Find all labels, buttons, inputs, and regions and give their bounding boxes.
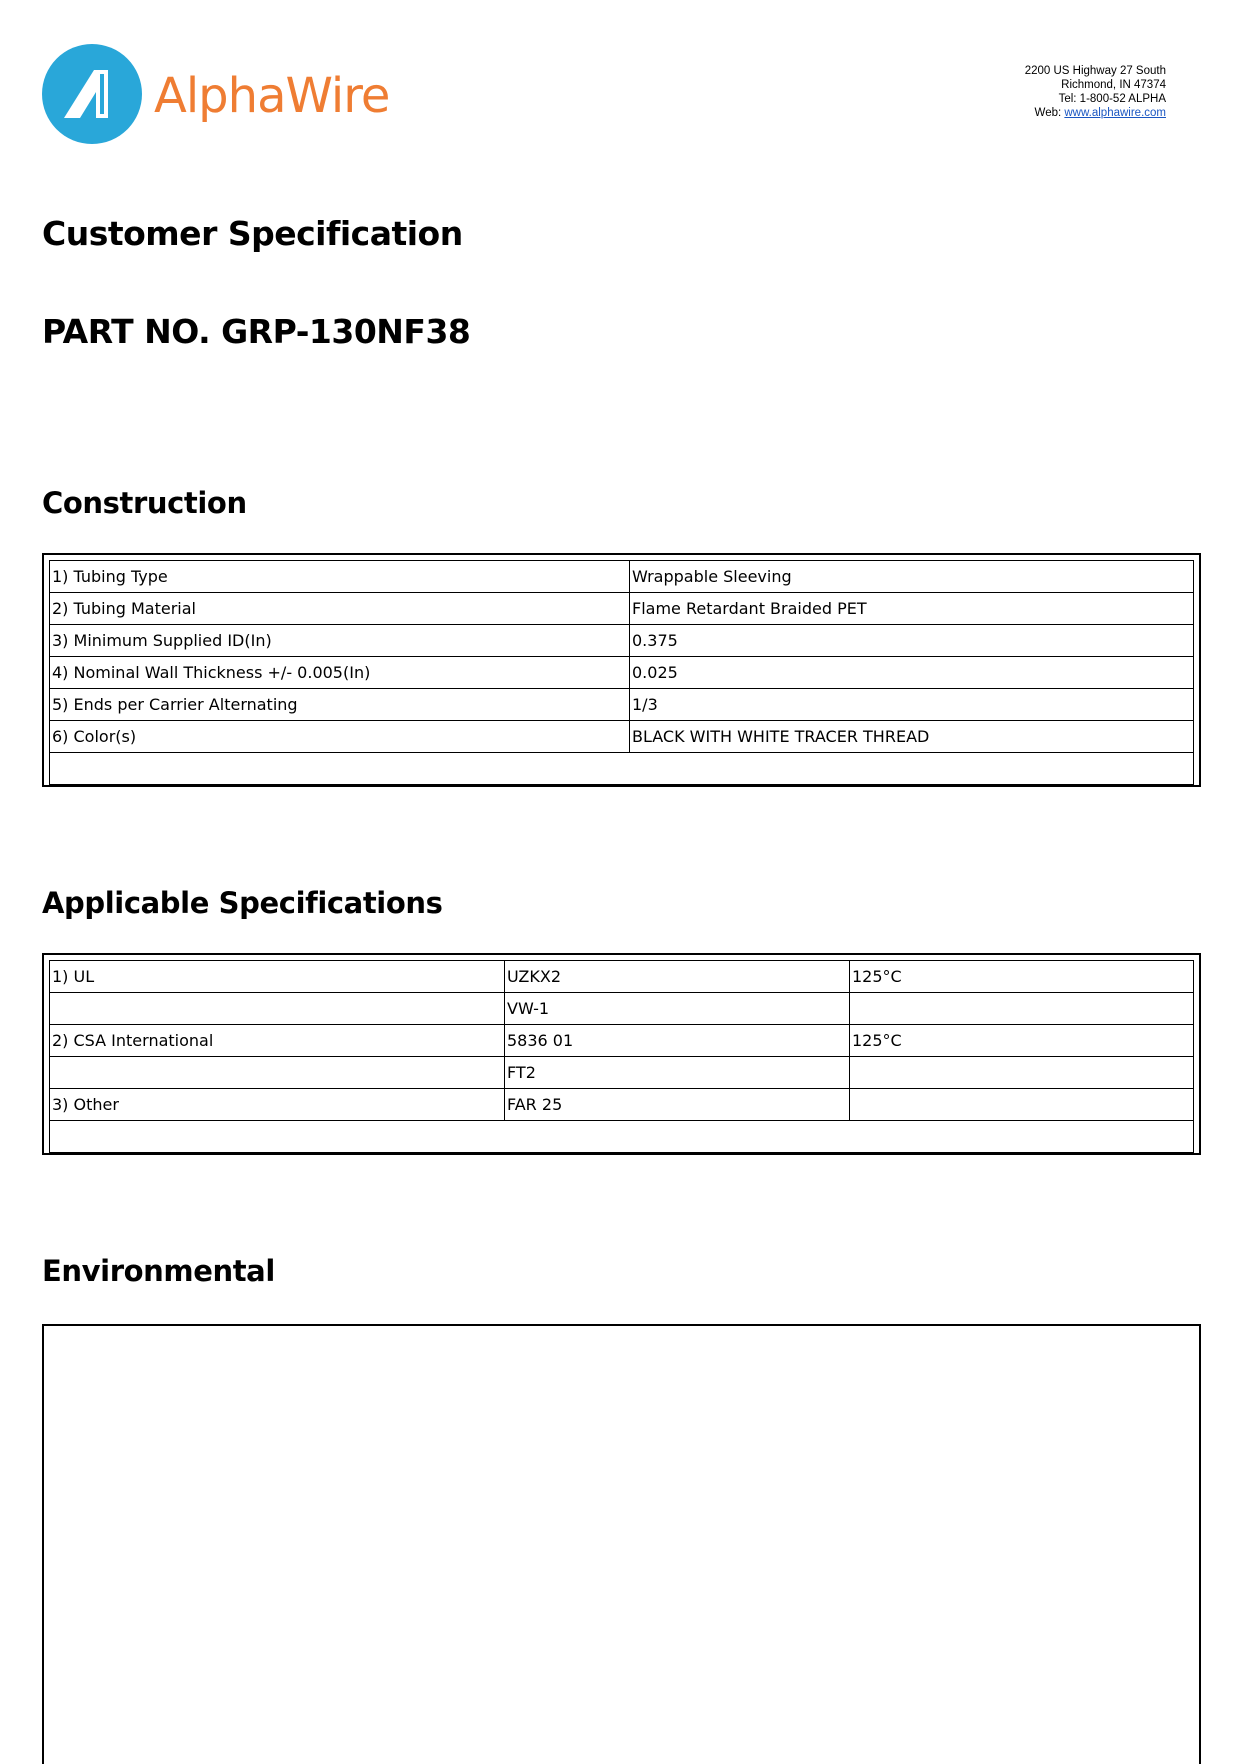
specification-row (50, 1025, 1194, 1057)
specification-row (50, 993, 1194, 1025)
environmental-heading: Environmental (42, 1254, 275, 1288)
table-cell (50, 753, 1194, 785)
construction-row (50, 561, 1194, 593)
table-cell: 3) Other (50, 1089, 505, 1121)
table-cell (850, 993, 1194, 1025)
specifications-table-frame (42, 953, 1201, 1155)
table-cell: 1) UL (50, 961, 505, 993)
table-cell: 2) CSA International (50, 1025, 505, 1057)
table-cell: 125°C (850, 1025, 1194, 1057)
table-cell: FT2 (505, 1057, 850, 1089)
logo-wordmark: AlphaWire (154, 68, 390, 124)
table-cell: 5) Ends per Carrier Alternating (50, 689, 630, 721)
phone-number: Tel: 1-800-52 ALPHA (1058, 93, 1166, 105)
table-cell: Flame Retardant Braided PET (630, 593, 1194, 625)
construction-row (50, 721, 1194, 753)
table-blank-row (50, 753, 1194, 785)
table-cell: Wrappable Sleeving (630, 561, 1194, 593)
web-line (1025, 106, 1166, 120)
table-cell: 3) Minimum Supplied ID(In) (50, 625, 630, 657)
table-cell: 6) Color(s) (50, 721, 630, 753)
construction-row (50, 593, 1194, 625)
table-cell (50, 1121, 1194, 1153)
construction-row (50, 625, 1194, 657)
part-number: PART NO. GRP-130NF38 (42, 312, 471, 351)
table-cell: UZKX2 (505, 961, 850, 993)
table-cell: 0.375 (630, 625, 1194, 657)
table-cell: 1/3 (630, 689, 1194, 721)
construction-table (49, 560, 1194, 785)
company-address (1025, 64, 1166, 120)
specification-row (50, 1089, 1194, 1121)
website-link[interactable]: www.alphawire.com (1064, 107, 1166, 119)
table-cell: 125°C (850, 961, 1194, 993)
table-cell: 5836 01 (505, 1025, 850, 1057)
web-label: Web: (1034, 107, 1065, 119)
table-blank-row (50, 1121, 1194, 1153)
specifications-heading: Applicable Specifications (42, 886, 443, 920)
construction-row (50, 657, 1194, 689)
specifications-table (49, 960, 1194, 1153)
table-cell: 2) Tubing Material (50, 593, 630, 625)
table-cell (850, 1089, 1194, 1121)
table-cell: 1) Tubing Type (50, 561, 630, 593)
specification-row (50, 1057, 1194, 1089)
table-cell: 4) Nominal Wall Thickness +/- 0.005(In) (50, 657, 630, 689)
alphawire-logo-icon (42, 44, 142, 144)
construction-heading: Construction (42, 486, 247, 520)
table-cell: VW-1 (505, 993, 850, 1025)
environmental-table-frame (42, 1324, 1201, 1764)
table-cell (850, 1057, 1194, 1089)
table-cell (50, 993, 505, 1025)
specification-row (50, 961, 1194, 993)
alphawire-logo (42, 44, 442, 154)
table-cell: 0.025 (630, 657, 1194, 689)
construction-table-frame (42, 553, 1201, 787)
construction-row (50, 689, 1194, 721)
table-cell (50, 1057, 505, 1089)
table-cell: FAR 25 (505, 1089, 850, 1121)
address-line-1: 2200 US Highway 27 South (1024, 65, 1166, 77)
page-title: Customer Specification (42, 214, 463, 253)
address-line-2: Richmond, IN 47374 (1061, 79, 1166, 91)
table-cell: BLACK WITH WHITE TRACER THREAD (630, 721, 1194, 753)
